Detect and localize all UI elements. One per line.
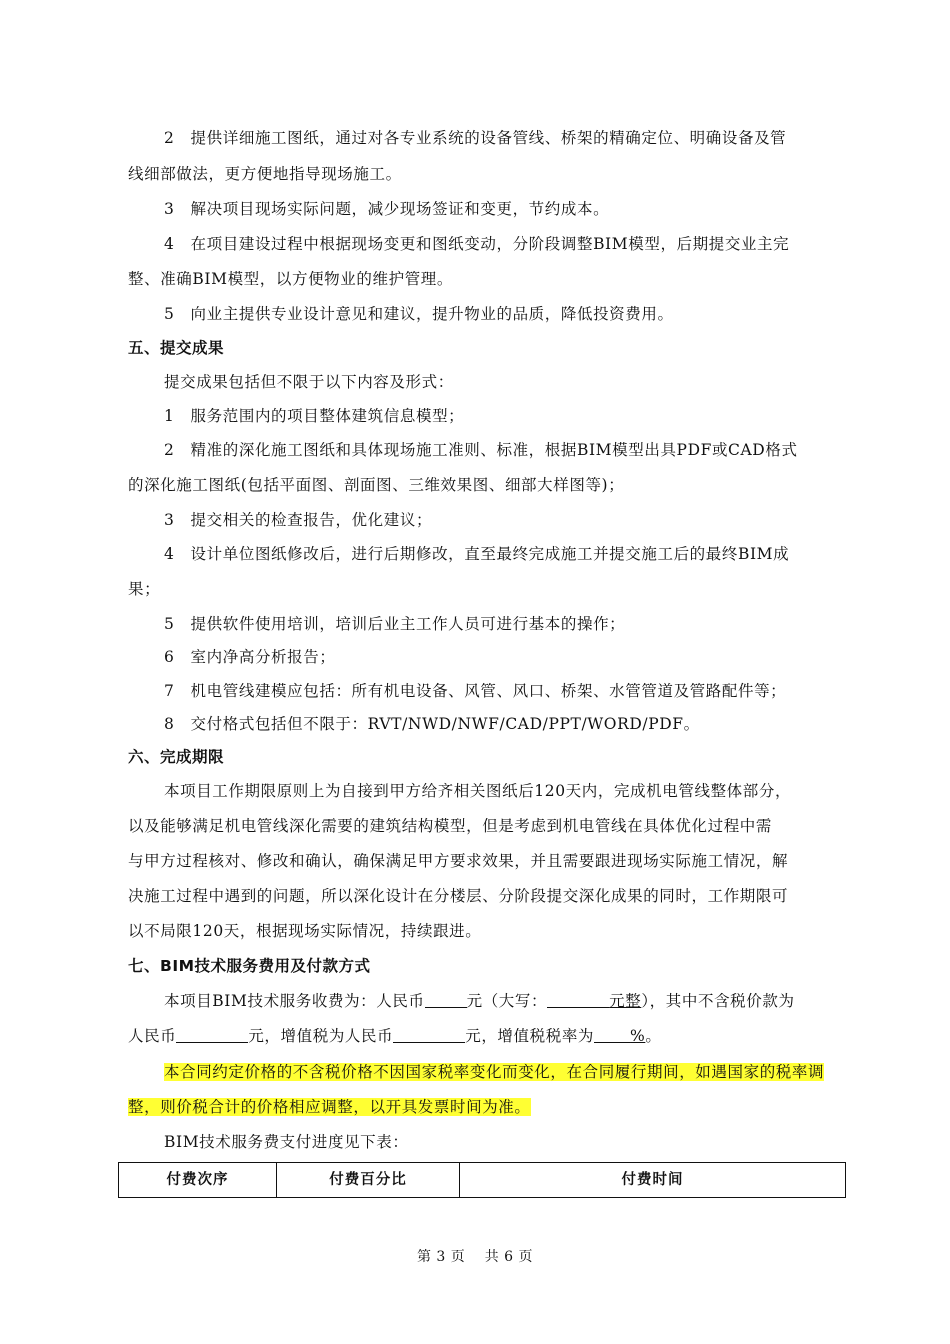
- payment-schedule-table: [118, 1162, 846, 1198]
- fee2-text-e: 。: [645, 1027, 662, 1045]
- table-header-row: [119, 1163, 846, 1198]
- section6-line-2: 以及能够满足机电管线深化需要的建筑结构模型，但是考虑到机电管线在具体优化过程中需: [128, 817, 773, 835]
- deliverable-2: 2 精准的深化施工图纸和具体现场施工准则、标准，根据BIM模型出具PDF或CAD格式: [164, 441, 798, 459]
- fee2-text-a: 人民币: [128, 1027, 177, 1045]
- section6-line-5: 以不局限120天，根据现场实际情况，持续跟进。: [128, 922, 482, 940]
- fee-total-blank[interactable]: [425, 991, 467, 1008]
- fee-text-b: 元（大写：: [466, 992, 548, 1010]
- deliverable-1: 1 服务范围内的项目整体建筑信息模型；: [164, 407, 465, 425]
- fee-text-d: ），其中不含税价款为: [641, 992, 795, 1010]
- paragraph-item-4-cont: 整、准确BIM模型，以方便物业的维护管理。: [128, 270, 453, 288]
- section6-line-4: 决施工过程中遇到的问题，所以深化设计在分楼层、分阶段提交深化成果的同时，工作期限可: [128, 887, 789, 905]
- fee2-percent: %: [630, 1027, 646, 1045]
- deliverable-4-cont: 果；: [128, 580, 161, 598]
- schedule-intro: BIM技术服务费支付进度见下表：: [164, 1133, 409, 1151]
- highlighted-text-1: 本合同约定价格的不含税价格不因国家税率变化而变化，在合同履行期间，如遇国家的税率调: [164, 1063, 825, 1081]
- section-heading-7: 七、BIM技术服务费用及付款方式: [128, 957, 371, 975]
- paragraph-item-3: 3 解决项目现场实际问题，减少现场签证和变更，节约成本。: [164, 200, 610, 218]
- deliverable-4: 4 设计单位图纸修改后，进行后期修改，直至最终完成施工并提交施工后的最终BIM成: [164, 545, 790, 563]
- paragraph-item-2-cont: 线细部做法，更方便地指导现场施工。: [128, 165, 402, 183]
- paragraph-item-2: 2 提供详细施工图纸，通过对各专业系统的设备管线、桥架的精确定位、明确设备及管: [164, 129, 787, 147]
- section-heading-5: 五、提交成果: [128, 339, 225, 357]
- deliverable-7: 7 机电管线建模应包括：所有机电设备、风管、风口、桥架、水管管道及管路配件等；: [164, 682, 787, 700]
- section6-line-3: 与甲方过程核对、修改和确认，确保满足甲方要求效果，并且需要跟进现场实际施工情况，解: [128, 852, 789, 870]
- deliverable-6: 6 室内净高分析报告；: [164, 648, 336, 666]
- fee-vat-blank[interactable]: [393, 1026, 465, 1043]
- fee-rate-blank[interactable]: [594, 1026, 630, 1043]
- fee-text-a: 本项目BIM技术服务收费为：人民币: [164, 992, 425, 1010]
- fee-text-c: 元整: [609, 992, 642, 1010]
- fee2-text-c: 元，增值税税率为: [465, 1027, 595, 1045]
- section5-intro: 提交成果包括但不限于以下内容及形式：: [164, 373, 454, 391]
- deliverable-2-cont: 的深化施工图纸(包括平面图、剖面图、三维效果图、细部大样图等)；: [128, 476, 625, 494]
- table-header-order: 付费次序: [119, 1163, 277, 1198]
- deliverable-5: 5 提供软件使用培训，培训后业主工作人员可进行基本的操作；: [164, 615, 626, 633]
- fee-line-1: [164, 991, 844, 1011]
- deliverable-8: 8 交付格式包括但不限于：RVT/NWD/NWF/CAD/PPT/WORD/PDF。: [164, 715, 700, 733]
- highlighted-text-2: 整，则价税合计的价格相应调整，以开具发票时间为准。: [128, 1098, 531, 1116]
- fee2-text-b: 元，增值税为人民币: [248, 1027, 394, 1045]
- highlight-line-1: [164, 1062, 844, 1082]
- highlight-line-2: [128, 1097, 844, 1117]
- paragraph-item-5: 5 向业主提供专业设计意见和建议，提升物业的品质，降低投资费用。: [164, 305, 674, 323]
- fee-pretax-blank[interactable]: [176, 1026, 248, 1043]
- fee-uppercase-blank[interactable]: [547, 991, 609, 1008]
- paragraph-item-4: 4 在项目建设过程中根据现场变更和图纸变动，分阶段调整BIM模型，后期提交业主完: [164, 235, 790, 253]
- section6-line-1: 本项目工作期限原则上为自接到甲方给齐相关图纸后120天内，完成机电管线整体部分，: [164, 782, 792, 800]
- section-heading-6: 六、完成期限: [128, 748, 225, 766]
- deliverable-3: 3 提交相关的检查报告，优化建议；: [164, 511, 433, 529]
- table-header-time: 付费时间: [460, 1163, 846, 1198]
- page-footer: 第 3 页 共 6 页: [416, 1249, 534, 1265]
- table-header-percent: 付费百分比: [277, 1163, 460, 1198]
- fee-line-2: [128, 1026, 844, 1046]
